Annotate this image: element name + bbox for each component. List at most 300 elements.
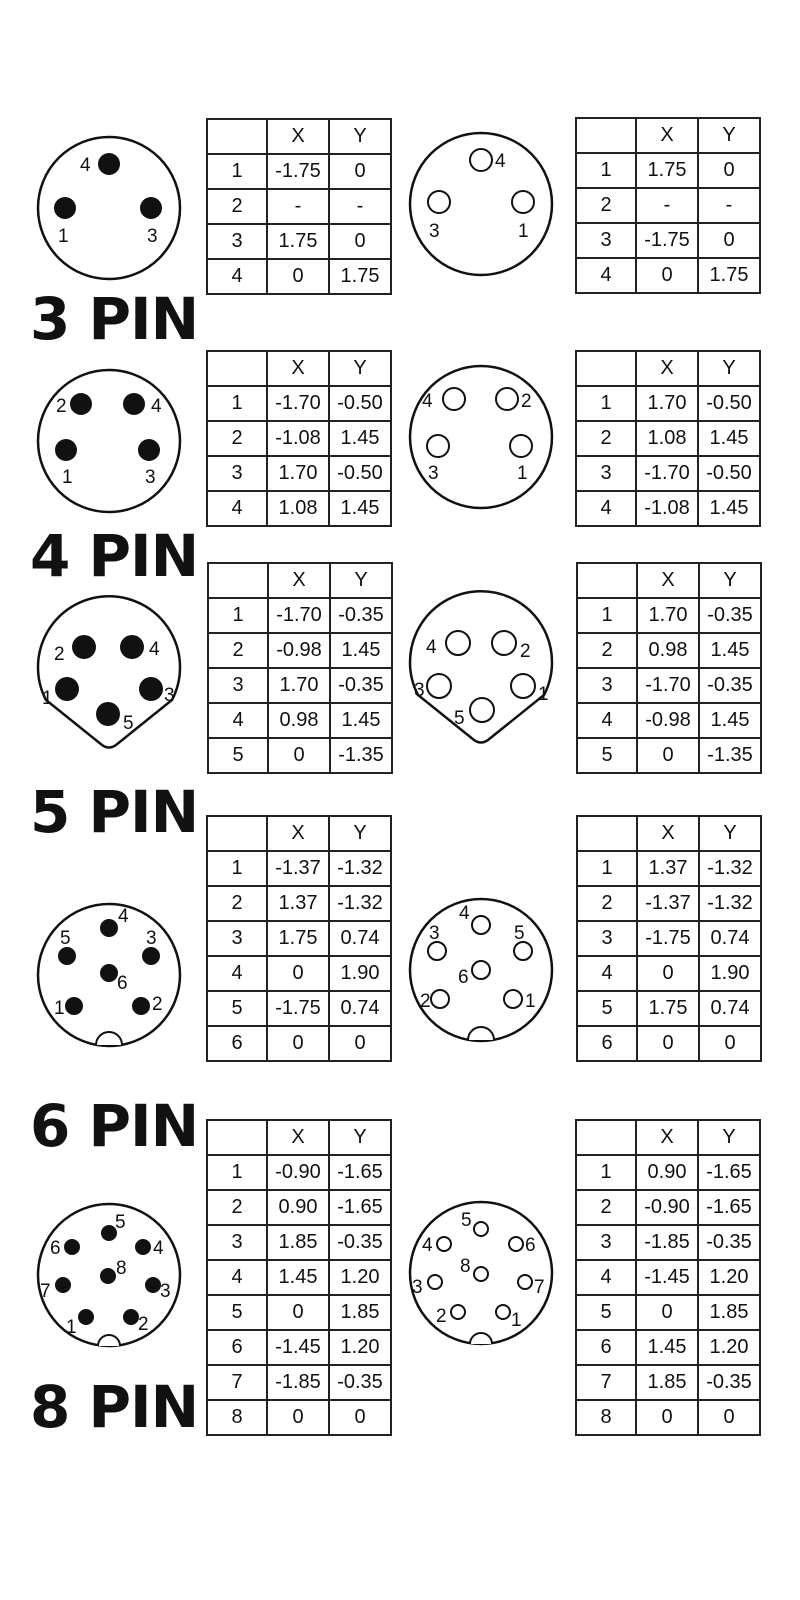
table-cell: X [637,816,699,851]
connector-body [38,370,180,512]
table-cell: 3 [207,1225,267,1260]
table-cell: -0.35 [699,598,761,633]
table-row [207,1026,391,1061]
table-cell: -1.45 [267,1330,329,1365]
table-cell: X [267,816,329,851]
svg-text:2: 2 [420,991,431,1012]
svg-text:3: 3 [164,685,175,706]
table-cell: X [636,351,698,386]
table-cell: 0 [699,1026,761,1061]
table-cell: -0.35 [329,1225,391,1260]
table-cell: - [267,189,329,224]
table-cell [207,1120,267,1155]
table-cell: 2 [576,1190,636,1225]
svg-text:1: 1 [58,226,69,247]
table-cell: 6 [207,1330,267,1365]
svg-text:3: 3 [412,1277,423,1298]
table-cell: -0.98 [268,633,330,668]
table-cell: 1.45 [699,703,761,738]
svg-text:6: 6 [525,1235,536,1256]
table-cell: 1.75 [636,153,698,188]
table-row [207,259,391,294]
svg-text:4: 4 [459,903,470,924]
table-cell: 0.74 [699,921,761,956]
table-cell: 3 [207,224,267,259]
table-cell: 0.98 [637,633,699,668]
connector-4pin-male [34,366,184,516]
table-cell: -0.35 [329,1365,391,1400]
table-cell: 1.20 [698,1260,760,1295]
table-row [576,421,760,456]
table-cell: 1.75 [267,921,329,956]
svg-text:1: 1 [538,684,549,705]
table-cell: 0 [637,1026,699,1061]
table-row [576,1190,760,1225]
table-cell: 2 [208,633,268,668]
svg-text:2: 2 [56,396,67,417]
table-cell: 1.75 [637,991,699,1026]
table-cell: 0 [329,1400,391,1435]
table-cell: 8 [207,1400,267,1435]
table-cell: 4 [577,703,637,738]
table-cell: -1.65 [698,1155,760,1190]
svg-text:7: 7 [534,1277,545,1298]
table-row [576,188,760,223]
table-cell: 1.45 [636,1330,698,1365]
table-cell: -0.35 [330,668,392,703]
svg-text:4: 4 [422,391,433,412]
table-cell: 4 [576,491,636,526]
table-cell: -1.32 [699,886,761,921]
table-cell: 0 [329,1026,391,1061]
table-cell: 2 [577,633,637,668]
table-cell: 0.98 [268,703,330,738]
table-cell: 3 [577,921,637,956]
svg-text:4: 4 [426,637,437,658]
table-row [207,921,391,956]
table-row [207,886,391,921]
table-cell: 0.90 [636,1155,698,1190]
table-cell: 4 [576,1260,636,1295]
table-header-row [577,563,761,598]
table-cell: 6 [576,1330,636,1365]
table-row [577,633,761,668]
table-cell: Y [329,1120,391,1155]
table-cell: 1 [208,598,268,633]
table-cell: 0 [636,1295,698,1330]
table-cell: 1.85 [698,1295,760,1330]
table-cell: 5 [208,738,268,773]
table-cell: -1.08 [267,421,329,456]
table-cell: -1.85 [267,1365,329,1400]
table-cell [577,563,637,598]
table-cell: 0 [267,1400,329,1435]
table-cell: 2 [207,421,267,456]
pin-2 [496,388,532,412]
table-cell: 6 [207,1026,267,1061]
header-x: X [267,119,329,154]
table-cell: -1.70 [637,668,699,703]
svg-text:7: 7 [40,1281,51,1302]
table-cell: 1.08 [267,491,329,526]
table-cell: -1.70 [636,456,698,491]
svg-text:1: 1 [54,998,65,1019]
table-cell [208,563,268,598]
table-cell: 7 [576,1365,636,1400]
svg-text:3: 3 [429,923,440,944]
table-cell: 0 [329,154,391,189]
table-cell: -0.98 [637,703,699,738]
table-cell: -1.75 [267,991,329,1026]
table-cell: 4 [577,956,637,991]
table-cell: 1.70 [268,668,330,703]
connector-8pin-male [34,1200,184,1350]
table-cell: X [636,1120,698,1155]
table-cell: -1.37 [637,886,699,921]
table-row [207,386,391,421]
table-row [576,1295,760,1330]
svg-text:3: 3 [146,928,157,949]
table-cell: 3 [576,1225,636,1260]
table-row [207,991,391,1026]
coords-table-3pin-female [575,117,761,294]
table-cell: 5 [577,991,637,1026]
svg-text:1: 1 [511,1310,522,1331]
table-cell: - [698,188,760,223]
table-cell: 3 [207,921,267,956]
table-row [207,189,391,224]
table-cell: Y [330,563,392,598]
svg-text:2: 2 [138,1314,149,1335]
svg-text:2: 2 [520,641,531,662]
table-cell: 0 [636,258,698,293]
table-cell: -1.32 [699,851,761,886]
table-cell: 1.90 [699,956,761,991]
table-cell: 7 [207,1365,267,1400]
table-cell: -1.65 [329,1190,391,1225]
table-cell: 1.45 [330,633,392,668]
table-row [576,1225,760,1260]
table-cell: 1.75 [267,224,329,259]
svg-text:1: 1 [42,688,53,709]
svg-text:4: 4 [495,151,506,172]
table-cell: -0.90 [636,1190,698,1225]
table-cell: 1.85 [329,1295,391,1330]
connector-5pin-female [406,600,556,750]
table-cell: 2 [207,1190,267,1225]
table-cell: Y [329,351,391,386]
title-3-pin: 3 PIN [30,285,199,353]
svg-text:8: 8 [116,1258,127,1279]
table-cell [577,816,637,851]
table-cell: 4 [207,259,267,294]
connector-3pin-male [34,133,184,283]
table-cell: -0.35 [699,668,761,703]
svg-text:4: 4 [80,155,91,176]
svg-text:1: 1 [66,1317,77,1338]
table-row [208,668,392,703]
table-row [577,598,761,633]
svg-text:2: 2 [54,644,65,665]
connector-4pin-female [406,362,556,512]
coords-table-6pin-female [576,815,762,1062]
table-row [207,956,391,991]
table-cell: 0 [637,738,699,773]
table-row [207,1295,391,1330]
table-cell: 1.90 [329,956,391,991]
svg-text:6: 6 [458,967,469,988]
table-cell: -1.08 [636,491,698,526]
table-cell: 5 [207,991,267,1026]
table-row [576,1155,760,1190]
table-cell: 0 [636,1400,698,1435]
table-cell: -0.50 [698,456,760,491]
table-cell: X [637,563,699,598]
table-cell: 1.75 [698,258,760,293]
table-cell: 4 [207,491,267,526]
header-y: Y [329,119,391,154]
table-cell: -1.85 [636,1225,698,1260]
coords-table-5pin-male [207,562,393,774]
table-cell: 1.45 [329,421,391,456]
svg-text:5: 5 [454,708,465,729]
title-8-pin: 8 PIN [30,1373,199,1441]
table-row [207,421,391,456]
table-cell: 1.37 [267,886,329,921]
table-cell: 3 [576,223,636,258]
table-row [576,1365,760,1400]
table-cell: 1.37 [637,851,699,886]
connector-6pin-male [34,900,184,1050]
connector-3pin-female [406,129,556,279]
table-row [577,956,761,991]
table-cell [207,119,267,154]
table-cell: -0.50 [329,386,391,421]
table-row [207,1225,391,1260]
coords-table-8pin-male [206,1119,392,1436]
table-cell: 0 [267,259,329,294]
table-cell: 1.70 [636,386,698,421]
table-header-row [208,563,392,598]
svg-text:6: 6 [50,1238,61,1259]
table-cell: 1 [577,851,637,886]
table-cell: X [268,563,330,598]
table-cell [576,1120,636,1155]
table-cell: Y [698,351,760,386]
table-cell: 5 [577,738,637,773]
table-cell: -1.75 [637,921,699,956]
table-cell: -1.75 [636,223,698,258]
table-row [576,456,760,491]
table-row [576,1330,760,1365]
table-cell: 0.74 [329,991,391,1026]
table-cell: 1 [207,1155,267,1190]
table-cell: 0 [698,223,760,258]
table-cell: Y [698,1120,760,1155]
table-row [577,991,761,1026]
table-cell: 1.45 [698,421,760,456]
table-cell: 1 [577,598,637,633]
table-row [207,1155,391,1190]
table-cell: 0.74 [699,991,761,1026]
table-cell: 0.74 [329,921,391,956]
table-cell: 2 [577,886,637,921]
table-row [208,738,392,773]
svg-text:4: 4 [422,1235,433,1256]
table-cell: Y [699,816,761,851]
svg-text:3: 3 [160,1281,171,1302]
table-row [207,456,391,491]
table-cell: 1.70 [267,456,329,491]
table-cell: -1.32 [329,851,391,886]
table-row [207,1400,391,1435]
table-cell: 2 [576,421,636,456]
table-cell: 1.45 [330,703,392,738]
title-6-pin: 6 PIN [30,1092,199,1160]
table-row [577,668,761,703]
table-cell: - [636,188,698,223]
table-cell: -1.70 [268,598,330,633]
table-cell: 5 [576,1295,636,1330]
svg-text:5: 5 [461,1210,472,1231]
table-cell: 1.70 [637,598,699,633]
table-cell: 3 [208,668,268,703]
table-cell: Y [698,118,760,153]
svg-text:4: 4 [118,906,129,927]
table-cell: 2 [207,189,267,224]
table-cell: 4 [207,1260,267,1295]
table-cell: X [636,118,698,153]
table-row [577,921,761,956]
svg-text:2: 2 [152,994,163,1015]
table-cell: 3 [576,456,636,491]
table-cell: -0.90 [267,1155,329,1190]
svg-text:3: 3 [145,467,156,488]
svg-text:5: 5 [115,1212,126,1233]
table-cell: 1.20 [698,1330,760,1365]
table-cell: 5 [207,1295,267,1330]
table-cell: X [267,351,329,386]
connector-8pin-female [406,1198,556,1348]
table-cell: 1.45 [329,491,391,526]
svg-text:6: 6 [117,973,128,994]
table-cell: 1.45 [698,491,760,526]
table-cell: 1 [576,1155,636,1190]
coords-table-5pin-female [576,562,762,774]
table-cell: -1.35 [330,738,392,773]
svg-text:3: 3 [414,680,425,701]
coords-table-8pin-female [575,1119,761,1436]
svg-text:8: 8 [460,1256,471,1277]
table-cell: 8 [576,1400,636,1435]
table-cell: 0 [267,1026,329,1061]
table-cell: -0.35 [330,598,392,633]
title-4-pin: 4 PIN [30,522,199,590]
svg-text:4: 4 [151,396,162,417]
table-header-row [577,816,761,851]
title-5-pin: 5 PIN [30,778,199,846]
svg-text:1: 1 [518,221,529,242]
svg-text:3: 3 [147,226,158,247]
table-cell: -1.75 [267,154,329,189]
table-cell: 1.20 [329,1330,391,1365]
table-cell: 1 [207,386,267,421]
table-cell: 1 [576,386,636,421]
table-cell: 0.90 [267,1190,329,1225]
table-row [208,633,392,668]
table-row [207,1365,391,1400]
table-cell: 3 [577,668,637,703]
table-cell: Y [329,816,391,851]
table-row [576,1260,760,1295]
table-cell: 2 [207,886,267,921]
table-row [208,703,392,738]
table-header-row [576,351,760,386]
table-row [576,223,760,258]
table-cell: 0 [267,956,329,991]
table-cell: -1.65 [698,1190,760,1225]
coords-table-4pin-female [575,350,761,527]
table-cell: 1.20 [329,1260,391,1295]
table-cell [207,351,267,386]
table-row [576,386,760,421]
table-cell: 1 [207,851,267,886]
table-header-row [576,1120,760,1155]
svg-text:5: 5 [60,928,71,949]
table-row [576,1400,760,1435]
table-cell: 1 [207,154,267,189]
svg-text:2: 2 [521,391,532,412]
table-row [207,224,391,259]
table-row [207,851,391,886]
table-cell: 0 [698,1400,760,1435]
table-header-row [207,351,391,386]
table-row [208,598,392,633]
table-row [207,491,391,526]
table-cell: -1.70 [267,386,329,421]
table-cell: 2 [576,188,636,223]
svg-text:1: 1 [62,467,73,488]
table-cell: -1.37 [267,851,329,886]
coords-table-4pin-male [206,350,392,527]
connector-6pin-female [406,895,556,1045]
table-cell: 1.85 [267,1225,329,1260]
table-header-row [207,816,391,851]
table-row [576,491,760,526]
svg-text:2: 2 [436,1306,447,1327]
table-row [577,738,761,773]
table-row [207,154,391,189]
table-cell: 0 [268,738,330,773]
table-row [577,1026,761,1061]
table-cell: -1.65 [329,1155,391,1190]
table-cell: -1.45 [636,1260,698,1295]
pin-4 [470,149,506,172]
table-row [577,703,761,738]
table-row [577,851,761,886]
svg-text:5: 5 [123,713,134,734]
table-cell: 0 [698,153,760,188]
table-cell: - [329,189,391,224]
coords-table-6pin-male [206,815,392,1062]
table-row [207,1190,391,1225]
table-cell: 1.45 [699,633,761,668]
table-cell: 0 [267,1295,329,1330]
table-cell: 6 [577,1026,637,1061]
table-row [207,1260,391,1295]
table-cell: 0 [329,224,391,259]
table-cell: -1.35 [699,738,761,773]
